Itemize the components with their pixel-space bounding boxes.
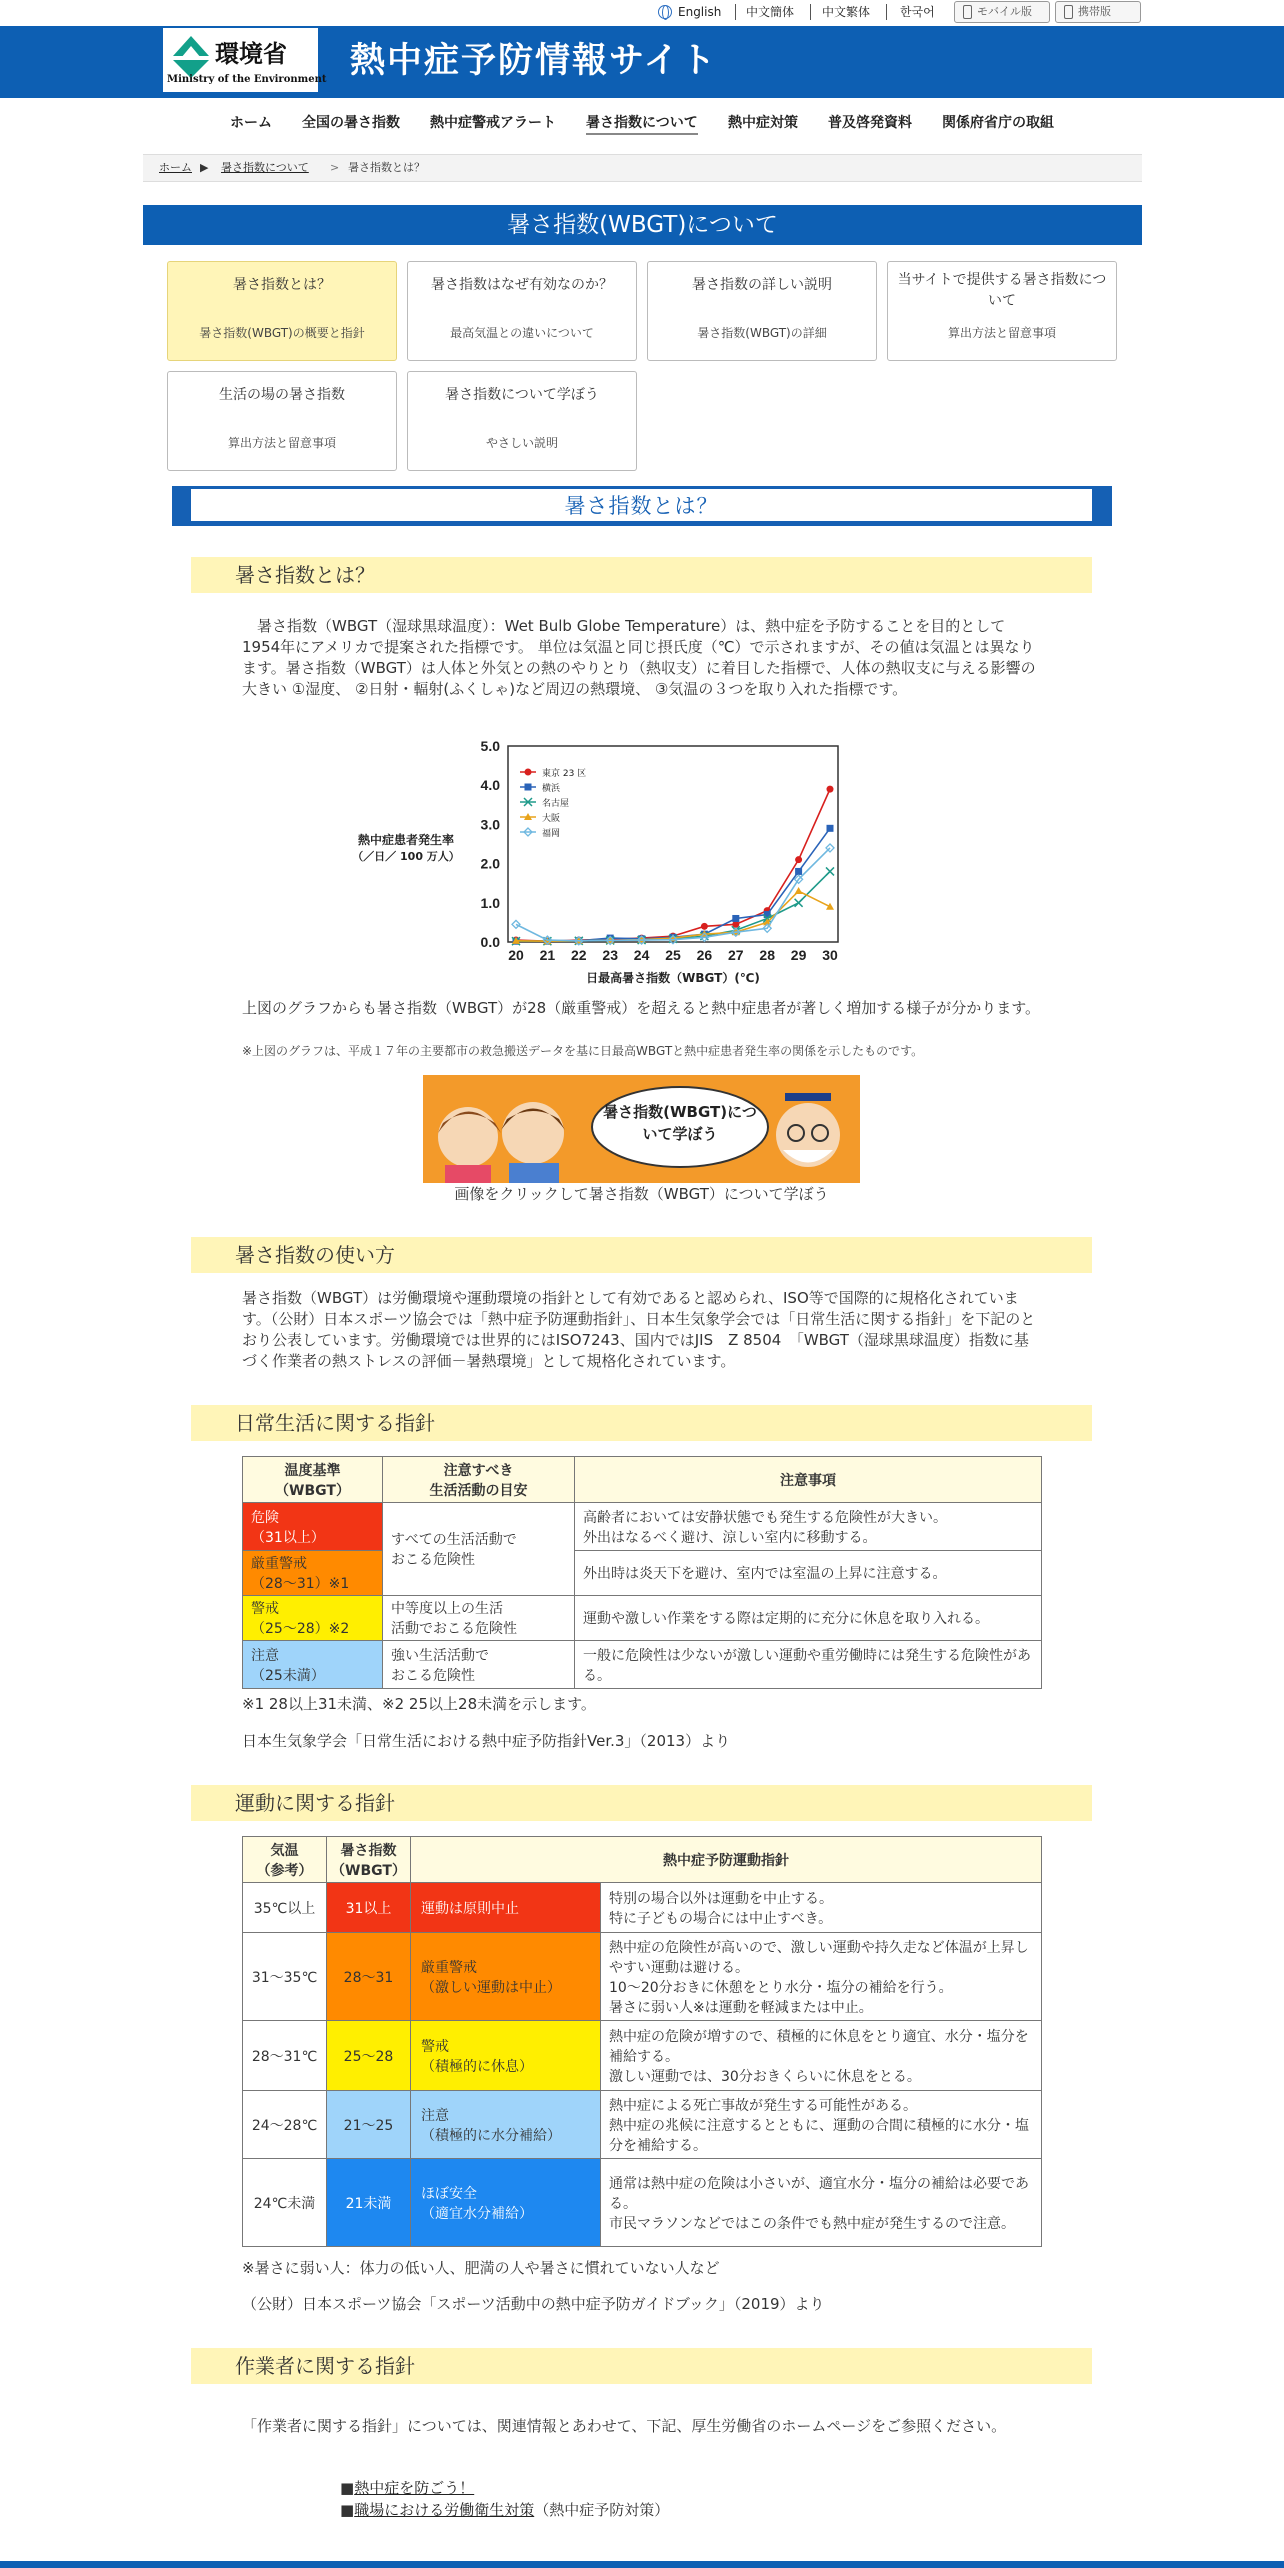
link-suffix: （熱中症予防対策） [534, 2501, 670, 2519]
table-header: 気温 （参考） [243, 1837, 327, 1883]
x-tick-label: 27 [728, 947, 744, 963]
table-row [243, 1933, 1042, 2021]
legend-label: 名古屋 [542, 799, 570, 809]
card-title: 暑さ指数について学ぼう [445, 387, 599, 403]
wbgt-cell: 28～31 [327, 1933, 411, 2021]
table-header: 注意事項 [575, 1457, 1042, 1503]
utility-bar [0, 0, 1284, 26]
card-title: 暑さ指数はなぜ有効なのか？ [431, 277, 613, 293]
breadcrumb-arrow-icon: ▶ [200, 161, 209, 174]
note-cell: 通常は熱中症の危険は小さいが、適宜水分・塩分の補給は必要である。 市民マラソンなどではこの条件でも熱中症が発生するので注意。 [601, 2159, 1042, 2247]
section-heading-workers: 作業者に関する指針 [191, 2348, 1092, 2384]
x-tick-label: 22 [571, 947, 587, 963]
card-title: 生活の場の暑さ指数 [219, 387, 345, 403]
x-tick-label: 30 [822, 947, 838, 963]
x-tick-label: 24 [633, 947, 650, 963]
activity-cell: 強い生活活動で おこる危険性 [383, 1641, 575, 1689]
data-point [525, 784, 532, 791]
legend-label: 横浜 [542, 784, 561, 794]
lang-zh-hans-link[interactable]: 中文簡体 [746, 5, 795, 19]
keitai-version-label: 携帯版 [1078, 5, 1111, 18]
y-tick-label: 4.0 [480, 777, 500, 794]
section-heading-daily-life: 日常生活に関する指針 [191, 1405, 1092, 1441]
feature-phone-icon [1064, 5, 1073, 19]
card-subtitle: 算出方法と留意事項 [227, 436, 336, 450]
divider [735, 4, 736, 20]
data-point [525, 769, 532, 776]
note-cell: 一般に危険性は少ないが激しい運動や重労働時には発生する危険性がある。 [575, 1641, 1042, 1689]
temp-cell: 28～31℃ [243, 2021, 327, 2091]
banner-text: 暑さ指数(WBGT)について学ぼう [603, 1103, 757, 1143]
lang-zh-hant-link[interactable]: 中文繁体 [822, 5, 871, 19]
temp-cell: 24℃未満 [243, 2159, 327, 2247]
data-point [795, 868, 802, 875]
data-point [732, 915, 739, 922]
breadcrumb-about[interactable]: 暑さ指数について [221, 161, 309, 174]
data-point [827, 786, 834, 793]
daily-source: 日本生気象学会「日常生活における熱中症予防指針Ver.3」（2013）より [242, 1732, 731, 1750]
note-cell: 熱中症による死亡事故が発生する可能性がある。 熱中症の兆候に注意するとともに、運動の合間に積極的に水分・塩分を補給する。 [601, 2091, 1042, 2159]
wbgt-cell: 21～25 [327, 2091, 411, 2159]
nav-ministries[interactable]: 関係府省庁の取組 [942, 115, 1054, 131]
activity-cell: すべての生活活動で おこる危険性 [383, 1503, 575, 1596]
x-tick-label: 28 [759, 947, 775, 963]
x-tick-label: 21 [539, 947, 556, 963]
breadcrumb-current: 暑さ指数とは？ [348, 161, 425, 174]
section-heading-exercise: 運動に関する指針 [191, 1785, 1092, 1821]
table-header: 温度基準 （WBGT） [243, 1457, 383, 1503]
legend-label: 福岡 [542, 829, 561, 839]
divider [810, 4, 811, 20]
footer-bar [0, 2561, 1284, 2568]
breadcrumb-separator: > [330, 161, 340, 174]
keitai-version-button[interactable] [1055, 1, 1141, 23]
table-row [243, 2159, 1042, 2247]
x-tick-label: 26 [696, 947, 713, 963]
activity-cell: 中等度以上の生活 活動でおこる危険性 [383, 1596, 575, 1641]
nav-awareness-materials[interactable]: 普及啓発資料 [828, 115, 912, 131]
table-row [243, 1596, 1042, 1641]
wbgt-chart-svg [346, 738, 856, 986]
card-site-wbgt[interactable] [887, 261, 1117, 361]
lang-korean-link[interactable]: 한국어 [900, 5, 935, 19]
y-tick-label: 1.0 [480, 894, 500, 911]
level-caution: 注意 （25未満） [243, 1641, 383, 1689]
x-tick-label: 23 [602, 947, 618, 963]
note-cell: 熱中症の危険が増すので、積極的に休息をとり適宜、水分・塩分を補給する。 激しい運動では、30分おきくらいに休息をとる。 [601, 2021, 1042, 2091]
link-prevent-heatstroke[interactable]: 熱中症を防ごう！ [354, 2479, 475, 2497]
card-title: 暑さ指数とは？ [233, 277, 331, 293]
data-point [827, 825, 834, 832]
y-tick-label: 3.0 [480, 816, 500, 833]
legend-label: 東京 23 区 [542, 769, 587, 779]
table-row [243, 2091, 1042, 2159]
section-heading-what-is: 暑さ指数とは？ [191, 557, 1092, 593]
table-row [243, 1551, 1042, 1596]
section-body-usage: 暑さ指数（WBGT）は労働環境や運動環境の指針として有効であると認められ、ISO等で国際的に規格化されています。（公財）日本スポーツ協会では「熱中症予防運動指針」、日本生気象学会では「日常生活に関する指針」を下記のとおり公表しています。労働環境では世界的にはISO7243、国内ではJIS Z 8504 「WBGT（湿球黒球温度）指数に基づく作業者の熱ストレスの評価－暑熱環境」として規格化されています。 [242, 1289, 1036, 1370]
exercise-source: （公財）日本スポーツ協会「スポーツ活動中の熱中症予防ガイドブック」（2019）より [242, 2295, 825, 2313]
note-cell: 特別の場合以外は運動を中止する。 特に子どもの場合には中止すべき。 [601, 1883, 1042, 1933]
card-subtitle: 暑さ指数(WBGT)の概要と指針 [199, 326, 365, 340]
wbgt-cell: 21未満 [327, 2159, 411, 2247]
level-cell: 運動は原則中止 [411, 1883, 601, 1933]
section-heading-usage: 暑さ指数の使い方 [191, 1237, 1092, 1273]
lang-english-link[interactable]: English [678, 5, 722, 19]
card-detailed-explanation[interactable] [647, 261, 877, 361]
temp-cell: 24～28℃ [243, 2091, 327, 2159]
nav-national-wbgt[interactable]: 全国の暑さ指数 [302, 115, 400, 131]
daily-life-table [242, 1456, 1042, 1689]
x-axis-label: 日最高暑さ指数（WBGT）(℃) [586, 971, 760, 985]
note-cell: 外出時は炎天下を避け、室内では室温の上昇に注意する。 [575, 1551, 1042, 1596]
level-cell: 厳重警戒 （激しい運動は中止） [411, 1933, 601, 2021]
exercise-footnote: ※暑さに弱い人：体力の低い人、肥満の人や暑さに慣れていない人など [242, 2259, 720, 2277]
page-title: 暑さ指数とは？ [191, 489, 1092, 523]
smartphone-icon [963, 5, 972, 19]
wbgt-cell: 31以上 [327, 1883, 411, 1933]
divider [886, 4, 887, 20]
level-cell: ほぼ安全 （適宜水分補給） [411, 2159, 601, 2247]
level-danger: 危険 （31以上） [243, 1503, 383, 1551]
card-subtitle: やさしい説明 [485, 436, 558, 450]
nav-heat-alert[interactable]: 熱中症警戒アラート [430, 115, 556, 131]
card-why-effective[interactable] [407, 261, 637, 361]
breadcrumb [143, 154, 1142, 182]
logo-text-ja: 環境省 [215, 39, 287, 68]
y-tick-label: 5.0 [480, 738, 500, 754]
level-cell: 警戒 （積極的に休息） [411, 2021, 601, 2091]
x-tick-label: 25 [665, 947, 681, 963]
ministry-logo[interactable] [163, 28, 327, 92]
breadcrumb-home[interactable]: ホーム [159, 161, 192, 174]
y-axis-sublabel: （／日／ 100 万人） [352, 850, 460, 863]
learn-wbgt-banner[interactable] [423, 1075, 860, 1183]
data-point [795, 856, 802, 863]
wbgt-cell: 25～28 [327, 2021, 411, 2091]
globe-icon [658, 5, 672, 19]
wbgt-chart [346, 738, 856, 986]
level-severe: 厳重警戒 （28～31）※1 [243, 1551, 383, 1596]
table-row [243, 1503, 1042, 1551]
legend-label: 大阪 [542, 814, 561, 824]
section-band-title: 暑さ指数(WBGT)について [143, 205, 1142, 245]
card-learn-wbgt[interactable] [407, 371, 637, 471]
mobile-version-label: モバイル版 [977, 5, 1032, 18]
table-header: 暑さ指数 （WBGT） [327, 1837, 411, 1883]
nav-about-wbgt[interactable]: 暑さ指数について [586, 113, 698, 135]
link-item: ■職場における労働衛生対策（熱中症予防対策） [340, 2501, 670, 2519]
level-warning: 警戒 （25～28）※2 [243, 1596, 383, 1641]
table-row [243, 1641, 1042, 1689]
data-point [701, 923, 708, 930]
x-tick-label: 20 [508, 947, 524, 963]
card-subtitle: 算出方法と留意事項 [947, 326, 1056, 340]
y-tick-label: 0.0 [480, 934, 500, 950]
note-cell: 運動や激しい作業をする際は定期的に充分に休息を取り入れる。 [575, 1596, 1042, 1641]
y-tick-label: 2.0 [480, 855, 500, 872]
section-body-what-is: 暑さ指数（WBGT（湿球黒球温度）：Wet Bulb Globe Temperature）は、熱中症を予防することを目的として1954年にアメリカで提案された指標です。 単位は気温と同じ摂氏度（℃）で示されますが、その値は気温とは異なります。暑さ指数（WBGT）は人体と外気との熱のやりとり（熱収支）に着目した指標で、人体の熱収支に与える影響の大きい ①湿度、 ②日射・輻射(ふくしゃ)など周辺の熱環境、 ③気温の３つを取り入れた指標です。 [242, 617, 1036, 698]
card-subtitle: 最高気温との違いについて [450, 326, 594, 340]
note-cell: 高齢者においては安静状態でも発生する危険性が大きい。 外出はなるべく避け、涼しい室内に移動する。 [575, 1503, 1042, 1551]
logo-text-en: Ministry of the Environment [167, 74, 327, 85]
card-title: 当サイトで提供する暑さ指数について [897, 272, 1107, 309]
note-cell: 熱中症の危険性が高いので、激しい運動や持久走など体温が上昇しやすい運動は避ける。 10～20分おきに休憩をとり水分・塩分の補給を行う。 暑さに弱い人※は運動を軽減または中止。 [601, 1933, 1042, 2021]
section-body-workers: 「作業者に関する指針」については、関連情報とあわせて、下記、厚生労働省のホームページをご参照ください。 [242, 2417, 1007, 2435]
table-row [243, 2021, 1042, 2091]
card-living-wbgt[interactable] [167, 371, 397, 471]
x-tick-label: 29 [790, 947, 807, 963]
temp-cell: 35℃以上 [243, 1883, 327, 1933]
exercise-table [242, 1836, 1042, 2247]
chart-caption: 上図のグラフからも暑さ指数（WBGT）が28（厳重警戒）を超えると熱中症患者が著しく増加する様子が分かります。 [242, 999, 1041, 1017]
card-subtitle: 暑さ指数(WBGT)の詳細 [697, 326, 827, 340]
site-title[interactable]: 熱中症予防情報サイト [350, 40, 718, 81]
banner-caption: 画像をクリックして暑さ指数（WBGT）について学ぼう [454, 1185, 829, 1203]
chart-note: ※上図のグラフは、平成１７年の主要都市の救急搬送データを基に日最高WBGTと熱中症患者発生率の関係を示したものです。 [242, 1044, 924, 1058]
table-header: 注意すべき 生活活動の目安 [383, 1457, 575, 1503]
mobile-version-button[interactable] [954, 1, 1050, 23]
level-cell: 注意 （積極的に水分補給） [411, 2091, 601, 2159]
card-what-is-wbgt[interactable] [167, 261, 397, 361]
card-title: 暑さ指数の詳しい説明 [692, 277, 832, 293]
temp-cell: 31～35℃ [243, 1933, 327, 2021]
link-workplace-measures[interactable]: 職場における労働衛生対策 [354, 2501, 535, 2519]
daily-footnote: ※1 28以上31未満、※2 25以上28未満を示します。 [242, 1695, 596, 1713]
table-row [243, 1883, 1042, 1933]
link-item: ■熱中症を防ごう！ [340, 2479, 475, 2497]
table-header: 熱中症予防運動指針 [411, 1837, 1042, 1883]
nav-heatstroke-measures[interactable]: 熱中症対策 [728, 115, 798, 131]
nav-home[interactable]: ホーム [230, 115, 272, 131]
y-axis-label: 熱中症患者発生率 [357, 833, 455, 847]
